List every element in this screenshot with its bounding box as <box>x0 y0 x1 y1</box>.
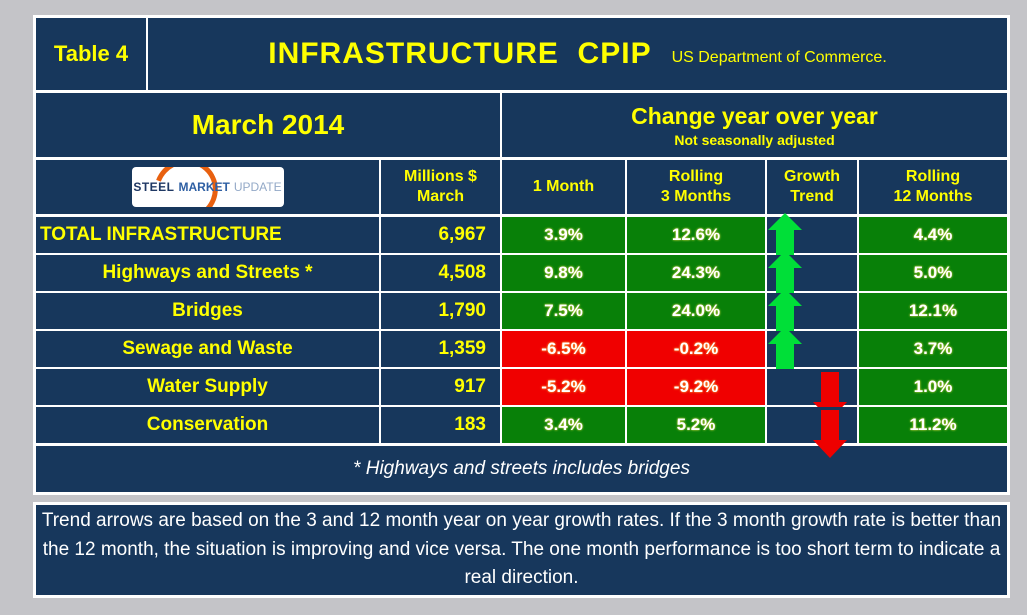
data-grid <box>36 217 1007 443</box>
logo-cell <box>36 160 379 214</box>
row-label: Bridges <box>36 293 379 329</box>
col-header-1month-label: 1 Month <box>532 178 595 195</box>
row-label: TOTAL INFRASTRUCTURE <box>36 217 379 253</box>
pct-rolling3: 12.6% <box>627 217 765 253</box>
growth-trend-cell <box>767 217 857 253</box>
col-header-growth-trend <box>767 160 857 214</box>
growth-trend-cell <box>767 255 857 291</box>
pct-rolling3: 24.0% <box>627 293 765 329</box>
millions-value: 1,359 <box>381 331 500 367</box>
millions-value: 183 <box>381 407 500 443</box>
pct-1month: 3.4% <box>502 407 625 443</box>
pct-1month: 9.8% <box>502 255 625 291</box>
footnote-text: * Highways and streets includes bridges <box>36 446 1007 492</box>
growth-trend-cell <box>767 293 857 329</box>
pct-rolling3: 24.3% <box>627 255 765 291</box>
trend-explanation-box <box>33 502 1010 598</box>
row-label: Water Supply <box>36 369 379 405</box>
dept-subtitle: US Department of Commerce. <box>671 49 887 66</box>
col-header-rolling12-line2: 12 Months <box>893 188 973 205</box>
pct-rolling12: 5.0% <box>859 255 1007 291</box>
col-header-rolling3-line1: Rolling <box>668 168 724 185</box>
col-header-rolling12 <box>859 160 1007 214</box>
growth-trend-cell <box>767 369 857 405</box>
title-cell <box>148 18 1007 90</box>
pct-1month: 7.5% <box>502 293 625 329</box>
col-header-growth-line1: Growth <box>784 168 840 185</box>
table-number-label: Table 4 <box>36 18 146 90</box>
millions-value: 6,967 <box>381 217 500 253</box>
col-header-millions-line2: March <box>416 188 465 205</box>
title-row <box>36 18 1007 90</box>
growth-trend-cell <box>767 331 857 367</box>
pct-rolling3: 5.2% <box>627 407 765 443</box>
pct-rolling3: -0.2% <box>627 331 765 367</box>
col-header-rolling12-line1: Rolling <box>905 168 961 185</box>
col-header-rolling3 <box>627 160 765 214</box>
infrastructure-cpip-table <box>33 15 1010 495</box>
pct-1month: -5.2% <box>502 369 625 405</box>
millions-value: 4,508 <box>381 255 500 291</box>
pct-rolling12: 1.0% <box>859 369 1007 405</box>
row-label: Sewage and Waste <box>36 331 379 367</box>
col-header-rolling3-line2: 3 Months <box>660 188 732 205</box>
col-header-1month <box>502 160 625 214</box>
pct-rolling12: 3.7% <box>859 331 1007 367</box>
millions-value: 1,790 <box>381 293 500 329</box>
change-title: Change year over year <box>631 102 878 129</box>
change-header-cell <box>502 93 1007 157</box>
logo-word-market: MARKET <box>178 180 230 194</box>
millions-value: 917 <box>381 369 500 405</box>
change-note: Not seasonally adjusted <box>674 131 835 148</box>
column-header-row <box>36 160 1007 214</box>
pct-rolling12: 12.1% <box>859 293 1007 329</box>
pct-1month: 3.9% <box>502 217 625 253</box>
logo-word-update: UPDATE <box>233 180 282 194</box>
row-label: Conservation <box>36 407 379 443</box>
col-header-growth-line2: Trend <box>790 188 834 205</box>
pct-rolling12: 4.4% <box>859 217 1007 253</box>
col-header-millions-line1: Millions $ <box>404 168 477 185</box>
logo-word-steel: STEEL <box>133 180 175 194</box>
pct-1month: -6.5% <box>502 331 625 367</box>
period-row <box>36 93 1007 157</box>
month-title: March 2014 <box>36 93 500 157</box>
growth-trend-cell <box>767 407 857 443</box>
trend-explanation-text: Trend arrows are based on the 3 and 12 month year on year growth rates. If the 3 month growth rate is better than the 12 month, the situation is improving and vice versa. The one month performance is too short term to indicate a real direction. <box>41 510 1002 589</box>
steel-market-update-logo <box>132 167 284 207</box>
row-label: Highways and Streets * <box>36 255 379 291</box>
pct-rolling3: -9.2% <box>627 369 765 405</box>
footnote-row <box>36 446 1007 492</box>
col-header-millions <box>381 160 500 214</box>
trend-arrow-icon <box>813 410 847 458</box>
trend-arrow-icon <box>768 327 802 371</box>
pct-rolling12: 11.2% <box>859 407 1007 443</box>
page-title: INFRASTRUCTURE CPIP <box>268 37 652 70</box>
